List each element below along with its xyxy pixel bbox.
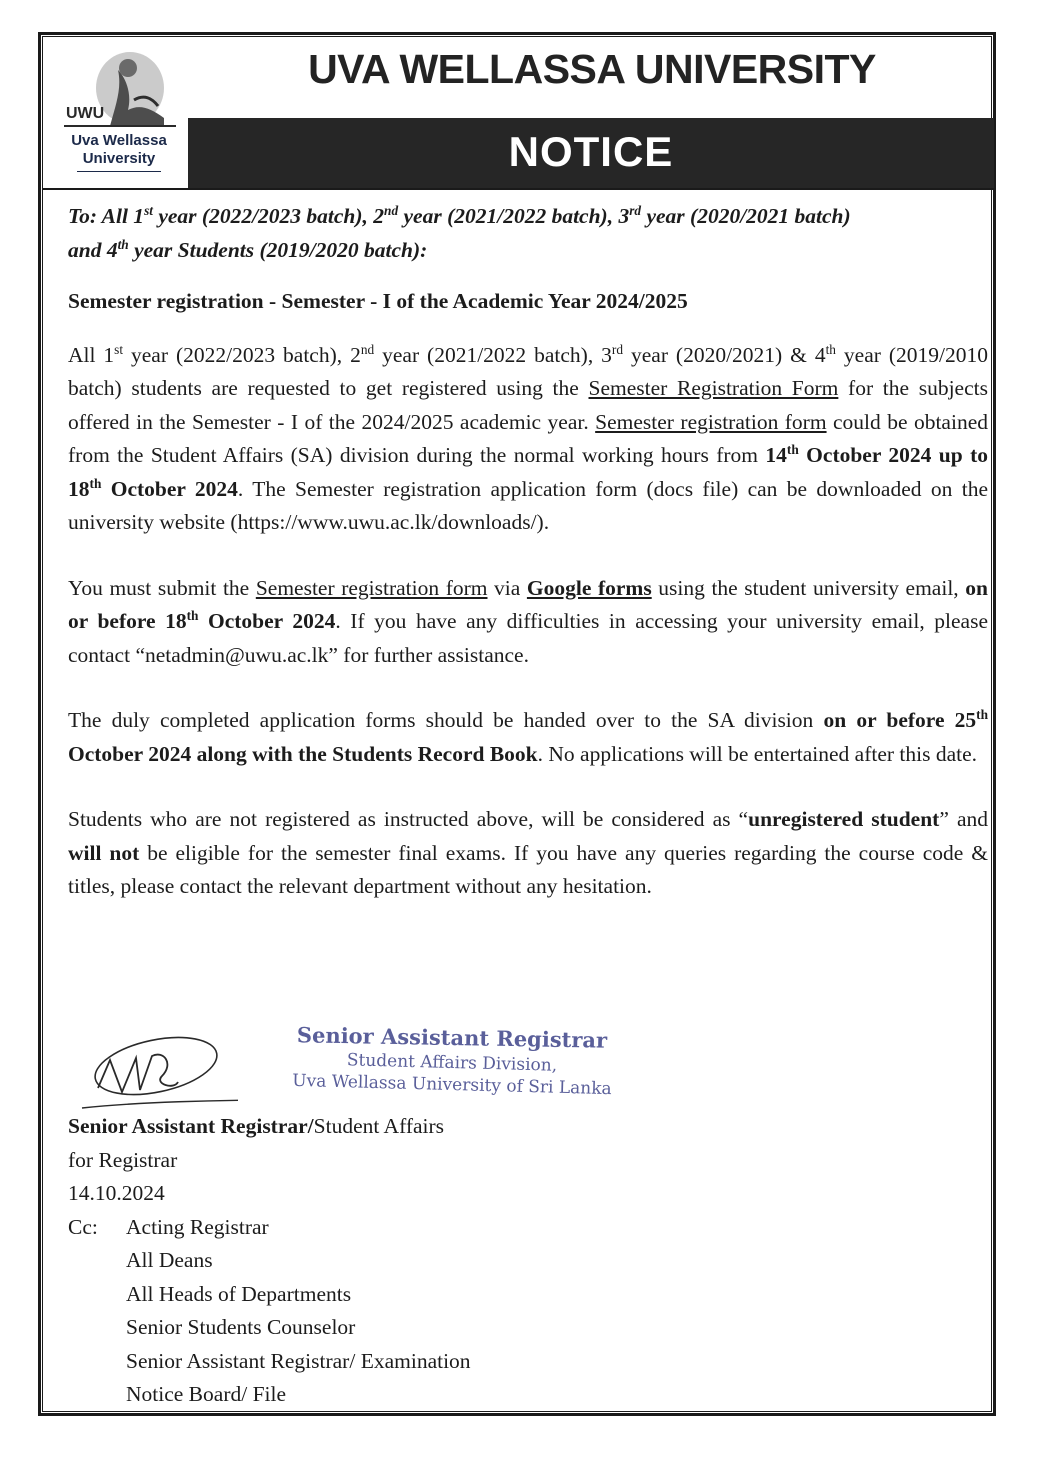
para-text: be eligible for the semester final exams. If you have any queries regarding the course code & titles, please contact the relevant department without any hesitation.: [68, 840, 988, 898]
stamp-line1: Senior Assistant Registrar: [296, 1022, 608, 1053]
para-text: via: [487, 575, 527, 600]
para-text: could be obtained from the Student Affairs (SA) division during the normal working hours from: [68, 409, 988, 467]
notice-banner: [188, 118, 994, 188]
stamp-line2: Student Affairs Division,: [346, 1050, 558, 1076]
cc-label: Cc:: [68, 1214, 98, 1239]
paragraph-submission: [68, 572, 988, 673]
university-name: UVA WELLASSA UNIVERSITY: [308, 46, 876, 92]
handover-deadline: on or before 25th October 2024 along with the Students Record Book: [68, 706, 989, 766]
submission-deadline: on or before 18th October 2024: [68, 575, 988, 633]
for-registrar: for Registrar: [68, 1147, 178, 1172]
para-text: . No applications will be entertained after this date.: [537, 741, 978, 766]
addressee-text: and 4: [68, 237, 118, 262]
notice-title: NOTICE: [508, 128, 674, 175]
para-text: Students who are not registered as instructed above, will be considered as “: [68, 807, 749, 831]
logo-emblem-icon: [60, 48, 180, 134]
para-text: year (2021/2022 batch), 3: [374, 342, 612, 367]
cc-list: [126, 1211, 471, 1412]
addressee-text: year (2020/2021 batch): [641, 204, 851, 228]
para-text: year (2022/2023 batch), 2: [123, 342, 361, 367]
paragraph-warning: [68, 803, 988, 904]
ordinal-suffix: rd: [611, 341, 624, 357]
addressee-text: year Students (2019/2020 batch):: [128, 237, 428, 262]
official-stamp: [262, 1022, 642, 1100]
notice-content: [68, 200, 988, 904]
ordinal-suffix: st: [114, 341, 124, 357]
ordinal-suffix: nd: [360, 341, 375, 357]
addressee-text: year (2022/2023 batch), 2: [152, 204, 385, 228]
para-text: for the subjects offered in the Semester - I of the 2024/2025 academic year.: [68, 376, 988, 434]
para-text: . The Semester registration application form (docs file) can be downloaded on the university website (https://www.uwu.ac.lk/downloads/).: [68, 476, 988, 534]
handwritten-signature: [78, 1030, 238, 1115]
ordinal-suffix: nd: [384, 202, 399, 218]
cc-section: [68, 1211, 471, 1412]
logo-caption: [52, 132, 186, 172]
para-text: year (2019/2010 batch) students are requested to get registered using the: [68, 342, 988, 400]
para-text: ” and: [939, 807, 988, 831]
cc-recipient: Senior Assistant Registrar/ Examination: [126, 1348, 471, 1373]
registration-form-reference: Semester registration form: [595, 409, 827, 434]
registration-period: 14th October 2024 up to 18th October 2024: [68, 441, 989, 501]
cc-recipient: Acting Registrar: [126, 1214, 269, 1239]
sign-off-block: [68, 1110, 471, 1412]
registration-form-reference: Semester registration form: [255, 575, 488, 600]
signatory-division: Student Affairs: [313, 1114, 445, 1138]
para-text: The duly completed application forms should be handed over to the SA division: [68, 708, 824, 732]
ordinal-suffix: th: [825, 341, 836, 357]
cc-recipient: Notice Board/ File: [126, 1382, 287, 1406]
addressee-text: To: All 1: [68, 204, 145, 228]
header-divider: [42, 188, 994, 190]
ordinal-suffix: rd: [629, 202, 642, 218]
cc-recipient: All Deans: [126, 1248, 213, 1272]
notice-subject: Semester registration - Semester - I of the Academic Year 2024/2025: [68, 289, 688, 313]
will-not-term: will not: [68, 840, 140, 865]
notice-date: 14.10.2024: [68, 1181, 165, 1205]
para-text: You must submit the: [68, 575, 256, 600]
signatory-title: Senior Assistant Registrar/: [68, 1114, 314, 1138]
para-text: . If you have any difficulties in accessing your university email, please contact “netadmin@uwu.ac.lk” for further assistance.: [68, 609, 988, 667]
stamp-line3: Uva Wellassa University of Sri Lanka: [292, 1070, 612, 1100]
para-text: year (2020/2021) & 4: [623, 342, 826, 367]
paragraph-registration: [68, 339, 988, 540]
para-text: All 1: [68, 342, 115, 367]
registration-form-reference: Semester Registration Form: [588, 376, 839, 400]
addressee-text: year (2021/2022 batch), 3: [398, 204, 630, 228]
unregistered-term: unregistered student: [748, 807, 940, 831]
para-text: using the student university email,: [651, 575, 966, 600]
logo-underline: [77, 171, 161, 172]
ordinal-suffix: st: [144, 202, 153, 218]
paragraph-handover: [68, 704, 988, 771]
addressee: [68, 200, 988, 267]
ordinal-suffix: th: [117, 236, 129, 252]
cc-recipient: Senior Students Counselor: [126, 1315, 356, 1339]
cc-recipient: All Heads of Departments: [126, 1281, 352, 1306]
google-forms-reference: Google forms: [526, 575, 652, 600]
university-logo: [52, 44, 186, 184]
logo-monogram: UWU: [66, 105, 105, 122]
logo-caption-line2: University: [82, 150, 156, 167]
logo-caption-line1: Uva Wellassa: [71, 132, 167, 149]
